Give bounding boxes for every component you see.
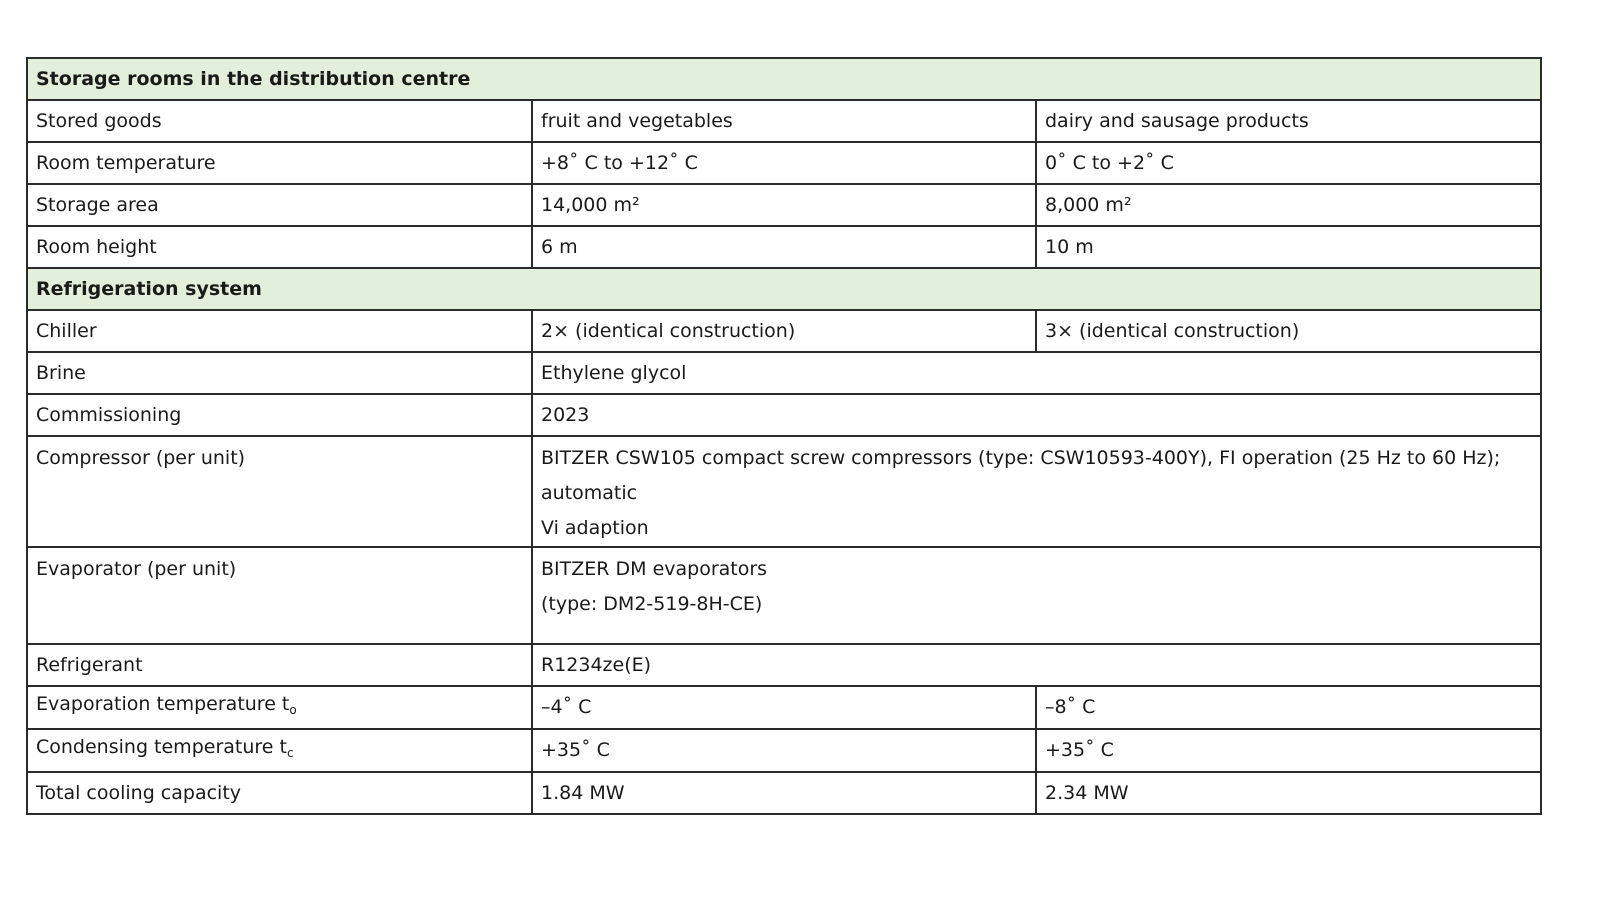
- row-label: Room temperature: [27, 142, 532, 184]
- table-cell: [532, 436, 1541, 547]
- table-cell: 3× (identical construction): [1036, 310, 1541, 352]
- section-header-storage: [27, 58, 1541, 100]
- table-cell: [532, 547, 1541, 644]
- table-cell: +35˚ C: [532, 729, 1036, 772]
- table-row: [27, 436, 1541, 547]
- subscript: o: [289, 703, 297, 717]
- row-label: Refrigerant: [27, 644, 532, 686]
- row-label: Brine: [27, 352, 532, 394]
- table-row: [27, 142, 1541, 184]
- table-row: [27, 226, 1541, 268]
- row-label-text: Condensing temperature t: [36, 736, 287, 758]
- table-cell: 2× (identical construction): [532, 310, 1036, 352]
- table-row: [27, 686, 1541, 729]
- row-label: Storage area: [27, 184, 532, 226]
- table-cell: –4˚ C: [532, 686, 1036, 729]
- evaporator-line-1: BITZER DM evaporators: [541, 558, 768, 580]
- section-title: Refrigeration system: [27, 268, 1541, 310]
- table-cell: +8˚ C to +12˚ C: [532, 142, 1036, 184]
- table-cell: 1.84 MW: [532, 772, 1036, 814]
- row-label: Chiller: [27, 310, 532, 352]
- table-cell: 10 m: [1036, 226, 1541, 268]
- table-cell: 2.34 MW: [1036, 772, 1541, 814]
- table-row: [27, 394, 1541, 436]
- row-label: [27, 686, 532, 729]
- table-cell: dairy and sausage products: [1036, 100, 1541, 142]
- table-cell: 0˚ C to +2˚ C: [1036, 142, 1541, 184]
- row-label-text: Evaporation temperature t: [36, 693, 290, 715]
- table-cell: +35˚ C: [1036, 729, 1541, 772]
- row-label: Evaporator (per unit): [27, 547, 532, 644]
- row-label: Stored goods: [27, 100, 532, 142]
- table-cell: Ethylene glycol: [532, 352, 1541, 394]
- table-row: [27, 547, 1541, 644]
- table-cell: fruit and vegetables: [532, 100, 1036, 142]
- compressor-line-1: BITZER CSW105 compact screw compressors (type: CSW10593-400Y), FI operation (25 Hz to 60 Hz); automatic: [541, 447, 1501, 504]
- table-cell: 6 m: [532, 226, 1036, 268]
- row-label: Room height: [27, 226, 532, 268]
- evaporator-line-2: (type: DM2-519-8H-CE): [541, 593, 763, 615]
- compressor-line-2: Vi adaption: [541, 517, 649, 539]
- row-label: Total cooling capacity: [27, 772, 532, 814]
- table-row: [27, 352, 1541, 394]
- table-cell: R1234ze(E): [532, 644, 1541, 686]
- table-cell: 8,000 m²: [1036, 184, 1541, 226]
- table-row: [27, 100, 1541, 142]
- row-label: Compressor (per unit): [27, 436, 532, 547]
- row-label: Commissioning: [27, 394, 532, 436]
- table-row: [27, 644, 1541, 686]
- table-cell: 2023: [532, 394, 1541, 436]
- table-cell: 14,000 m²: [532, 184, 1036, 226]
- table-row: [27, 184, 1541, 226]
- table-row: [27, 772, 1541, 814]
- section-title: Storage rooms in the distribution centre: [27, 58, 1541, 100]
- subscript: c: [286, 746, 294, 760]
- table-cell: –8˚ C: [1036, 686, 1541, 729]
- table-row: [27, 729, 1541, 772]
- table-row: [27, 310, 1541, 352]
- specification-table: [26, 57, 1542, 815]
- section-header-refrigeration: [27, 268, 1541, 310]
- row-label: [27, 729, 532, 772]
